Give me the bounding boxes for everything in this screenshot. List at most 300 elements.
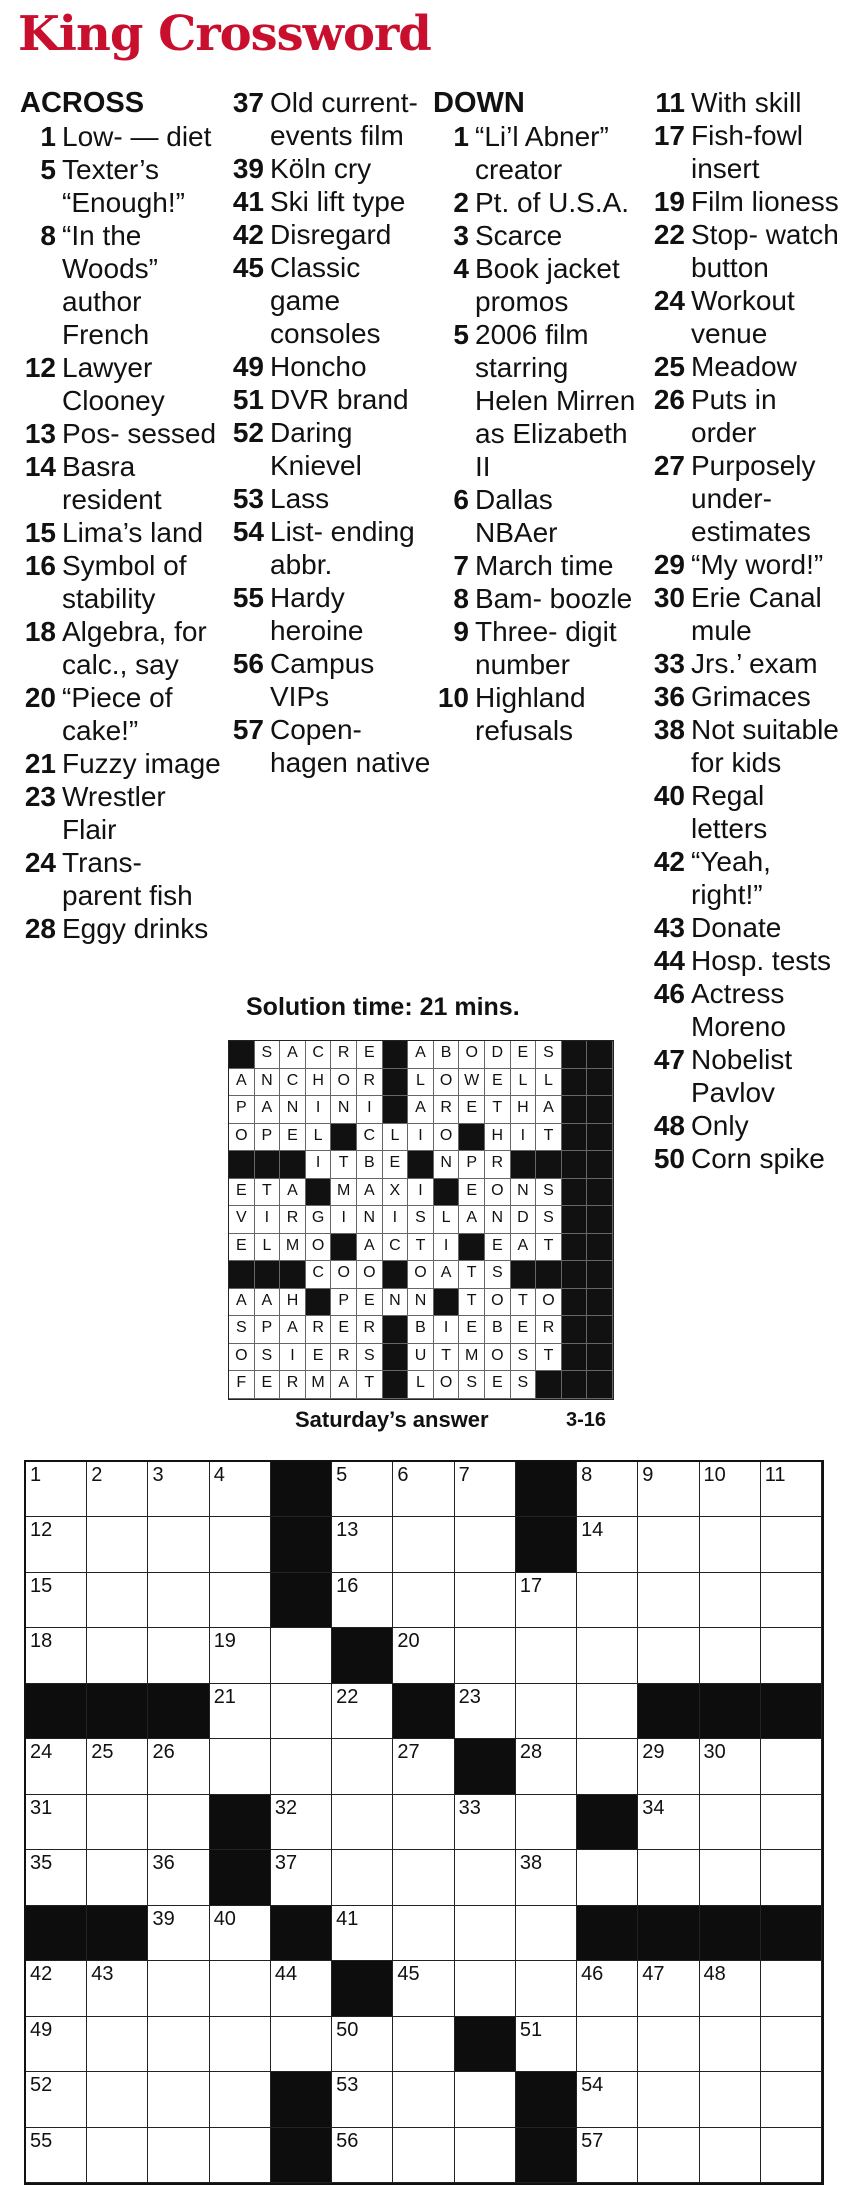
cell-number: 25 — [91, 1741, 114, 1764]
grid-cell[interactable] — [761, 1628, 822, 1683]
grid-cell[interactable] — [210, 1906, 271, 1961]
solution-cell: O — [306, 1234, 332, 1262]
solution-date: 3-16 — [566, 1409, 607, 1431]
grid-cell[interactable] — [87, 1795, 148, 1850]
black-square — [271, 1906, 332, 1961]
down-clue-11 — [641, 86, 846, 119]
grid-cell[interactable] — [638, 2072, 699, 2127]
clue-number: 26 — [653, 384, 685, 415]
grid-cell[interactable] — [148, 2128, 209, 2183]
clue-text: Ski lift type — [270, 186, 406, 217]
solution-cell: F — [229, 1371, 255, 1399]
clue-number: 53 — [232, 483, 264, 514]
solution-cell: E — [485, 1371, 511, 1399]
grid-cell[interactable] — [577, 2128, 638, 2183]
grid-cell[interactable] — [577, 1573, 638, 1628]
solution-cell: N — [434, 1151, 460, 1179]
grid-cell[interactable] — [332, 1850, 393, 1905]
cell-number: 31 — [30, 1796, 53, 1819]
grid-cell[interactable] — [210, 1739, 271, 1794]
grid-cell[interactable] — [700, 2017, 761, 2072]
grid-cell[interactable] — [761, 1850, 822, 1905]
down-clue-24 — [641, 284, 846, 350]
grid-cell[interactable] — [393, 1961, 454, 2016]
grid-cell[interactable] — [393, 1462, 454, 1517]
grid-cell[interactable] — [210, 1573, 271, 1628]
grid-cell[interactable] — [271, 1961, 332, 2016]
grid-cell[interactable] — [516, 2017, 577, 2072]
black-square — [516, 2072, 577, 2127]
grid-cell[interactable] — [26, 1739, 87, 1794]
black-square — [393, 1684, 454, 1739]
solution-cell: A — [255, 1096, 281, 1124]
grid-cell[interactable] — [148, 1961, 209, 2016]
grid-cell[interactable] — [638, 1628, 699, 1683]
solution-cell: S — [536, 1206, 562, 1234]
black-square — [516, 1462, 577, 1517]
solution-black-cell — [562, 1371, 588, 1399]
grid-cell[interactable] — [516, 1795, 577, 1850]
grid-cell[interactable] — [516, 1573, 577, 1628]
cell-number: 57 — [581, 2129, 604, 2152]
clue-number: 29 — [653, 549, 685, 580]
solution-cell: T — [536, 1344, 562, 1372]
clue-text: Lawyer Clooney — [62, 352, 165, 416]
grid-cell[interactable] — [271, 2017, 332, 2072]
solution-cell: P — [331, 1289, 357, 1317]
cell-number: 48 — [703, 1963, 726, 1986]
across-clue-52 — [228, 416, 433, 482]
grid-cell[interactable] — [87, 1462, 148, 1517]
black-square — [271, 2128, 332, 2183]
grid-cell[interactable] — [577, 2072, 638, 2127]
grid-cell[interactable] — [332, 1462, 393, 1517]
grid-cell[interactable] — [761, 2017, 822, 2072]
grid-cell[interactable] — [148, 1517, 209, 1572]
grid-cell[interactable] — [393, 1795, 454, 1850]
grid-cell[interactable] — [455, 1684, 516, 1739]
solution-cell: O — [229, 1124, 255, 1152]
clue-number: 42 — [653, 846, 685, 877]
grid-cell[interactable] — [87, 1628, 148, 1683]
grid-cell[interactable] — [577, 1462, 638, 1517]
clue-column-2 — [228, 86, 433, 779]
solution-cell: A — [511, 1234, 537, 1262]
grid-cell[interactable] — [516, 1850, 577, 1905]
grid-cell[interactable] — [271, 1795, 332, 1850]
grid-cell[interactable] — [87, 1517, 148, 1572]
grid-cell[interactable] — [87, 2017, 148, 2072]
grid-cell[interactable] — [393, 1850, 454, 1905]
grid-cell[interactable] — [148, 1850, 209, 1905]
grid-cell[interactable] — [393, 1628, 454, 1683]
down-clue-10 — [433, 681, 643, 747]
grid-cell[interactable] — [638, 1739, 699, 1794]
grid-cell[interactable] — [455, 1961, 516, 2016]
solution-black-cell — [587, 1344, 613, 1372]
solution-cell: U — [408, 1344, 434, 1372]
cell-number: 7 — [458, 1464, 470, 1486]
grid-cell[interactable] — [638, 1795, 699, 1850]
clue-text: Purposely under- estimates — [691, 450, 816, 547]
grid-cell[interactable] — [455, 1517, 516, 1572]
grid-cell[interactable] — [332, 1517, 393, 1572]
grid-cell[interactable] — [148, 1628, 209, 1683]
grid-cell[interactable] — [700, 2072, 761, 2127]
cell-number: 10 — [703, 1464, 726, 1486]
solution-black-cell — [562, 1151, 588, 1179]
solution-cell: N — [485, 1206, 511, 1234]
solution-cell: S — [536, 1179, 562, 1207]
solution-cell: T — [357, 1371, 383, 1399]
black-square — [761, 1906, 822, 1961]
cell-number: 23 — [458, 1685, 481, 1708]
solution-cell: S — [357, 1344, 383, 1372]
solution-cell: E — [485, 1234, 511, 1262]
grid-cell[interactable] — [87, 1573, 148, 1628]
clue-number: 18 — [24, 616, 56, 647]
solution-cell: S — [485, 1261, 511, 1289]
down-clue-7 — [433, 549, 643, 582]
solution-black-cell — [562, 1041, 588, 1069]
clue-number: 8 — [40, 220, 56, 251]
solution-cell: O — [485, 1179, 511, 1207]
grid-cell[interactable] — [516, 1684, 577, 1739]
grid-cell[interactable] — [455, 2128, 516, 2183]
grid-cell[interactable] — [26, 2017, 87, 2072]
grid-cell[interactable] — [332, 2072, 393, 2127]
solution-cell: M — [331, 1179, 357, 1207]
grid-cell[interactable] — [393, 2072, 454, 2127]
clue-text: Basra resident — [62, 451, 162, 515]
grid-cell[interactable] — [761, 1517, 822, 1572]
grid-cell[interactable] — [332, 1684, 393, 1739]
grid-cell[interactable] — [516, 1906, 577, 1961]
clue-number: 17 — [653, 120, 685, 151]
solution-cell: I — [357, 1096, 383, 1124]
grid-cell[interactable] — [210, 1961, 271, 2016]
cell-number: 12 — [30, 1519, 53, 1542]
solution-cell: O — [434, 1124, 460, 1152]
down-clue-50 — [641, 1142, 846, 1175]
grid-cell[interactable] — [638, 1462, 699, 1517]
grid-cell[interactable] — [577, 1517, 638, 1572]
grid-cell[interactable] — [26, 1795, 87, 1850]
clue-text: Dallas NBAer — [475, 484, 558, 548]
clue-text: Fish-fowl insert — [691, 120, 804, 184]
solution-black-cell — [562, 1316, 588, 1344]
solution-black-cell — [383, 1316, 409, 1344]
clue-text: Lass — [270, 483, 330, 514]
cell-number: 50 — [336, 2018, 359, 2041]
grid-cell[interactable] — [638, 2017, 699, 2072]
clue-text: “Yeah, right!” — [691, 846, 771, 910]
grid-cell[interactable] — [271, 1628, 332, 1683]
grid-cell[interactable] — [332, 2017, 393, 2072]
solution-cell: S — [408, 1206, 434, 1234]
grid-cell[interactable] — [210, 1462, 271, 1517]
grid-cell[interactable] — [577, 1739, 638, 1794]
clue-number: 4 — [453, 253, 469, 284]
clue-text: “Li’l Abner” creator — [475, 121, 609, 185]
grid-cell[interactable] — [761, 1462, 822, 1517]
black-square — [700, 1684, 761, 1739]
solution-cell: A — [280, 1179, 306, 1207]
cell-number: 11 — [764, 1464, 786, 1486]
solution-black-cell — [229, 1041, 255, 1069]
grid-cell[interactable] — [638, 2128, 699, 2183]
grid-cell[interactable] — [455, 1628, 516, 1683]
solution-cell: A — [280, 1316, 306, 1344]
black-square — [87, 1684, 148, 1739]
grid-cell[interactable] — [87, 1961, 148, 2016]
grid-cell[interactable] — [577, 1961, 638, 2016]
grid-cell[interactable] — [87, 2072, 148, 2127]
grid-cell[interactable] — [638, 1961, 699, 2016]
grid-cell[interactable] — [148, 2017, 209, 2072]
grid-cell[interactable] — [455, 1906, 516, 1961]
grid-cell[interactable] — [271, 1739, 332, 1794]
down-clue-46 — [641, 977, 846, 1043]
solution-cell: O — [229, 1344, 255, 1372]
grid-cell[interactable] — [148, 1739, 209, 1794]
grid-cell[interactable] — [700, 1517, 761, 1572]
grid-cell[interactable] — [638, 1573, 699, 1628]
clue-text: Hosp. tests — [691, 945, 832, 976]
crossword-grid — [24, 1460, 824, 2185]
solution-black-cell — [383, 1069, 409, 1097]
clue-number: 49 — [232, 351, 264, 382]
grid-cell[interactable] — [26, 1961, 87, 2016]
solution-cell: I — [383, 1206, 409, 1234]
solution-cell: L — [434, 1206, 460, 1234]
grid-cell[interactable] — [700, 2128, 761, 2183]
grid-cell[interactable] — [455, 2072, 516, 2127]
clue-number: 40 — [653, 780, 685, 811]
solution-cell: E — [511, 1316, 537, 1344]
clue-text: Meadow — [691, 351, 797, 382]
solution-cell: R — [485, 1151, 511, 1179]
solution-cell: T — [485, 1096, 511, 1124]
across-clue-42 — [228, 218, 433, 251]
clue-number: 1 — [40, 121, 56, 152]
cell-number: 30 — [703, 1741, 726, 1764]
grid-cell[interactable] — [393, 2128, 454, 2183]
clue-number: 20 — [24, 682, 56, 713]
grid-cell[interactable] — [210, 2072, 271, 2127]
grid-cell[interactable] — [455, 1795, 516, 1850]
clue-number: 46 — [653, 978, 685, 1009]
solution-time: Solution time: 21 mins. — [246, 993, 520, 1021]
across-clue-13 — [20, 417, 225, 450]
solution-cell: P — [255, 1124, 281, 1152]
clue-number: 28 — [24, 913, 56, 944]
across-clue-54 — [228, 515, 433, 581]
grid-cell[interactable] — [638, 1517, 699, 1572]
clue-text: Honcho — [270, 351, 367, 382]
solution-cell: G — [306, 1206, 332, 1234]
grid-cell[interactable] — [393, 2017, 454, 2072]
grid-cell[interactable] — [210, 1517, 271, 1572]
grid-cell[interactable] — [761, 2128, 822, 2183]
grid-cell[interactable] — [761, 2072, 822, 2127]
across-clue-20 — [20, 681, 225, 747]
clue-text: 2006 film starring Helen Mirren as Elizabeth II — [475, 319, 636, 482]
clue-text: Only — [691, 1110, 749, 1141]
clue-number: 50 — [653, 1143, 685, 1174]
grid-cell[interactable] — [700, 1573, 761, 1628]
black-square — [210, 1795, 271, 1850]
clue-text: Book jacket promos — [475, 253, 620, 317]
grid-cell[interactable] — [761, 1739, 822, 1794]
solution-cell: O — [408, 1261, 434, 1289]
grid-cell[interactable] — [700, 1961, 761, 2016]
grid-cell[interactable] — [87, 1850, 148, 1905]
grid-cell[interactable] — [87, 1739, 148, 1794]
clue-number: 48 — [653, 1110, 685, 1141]
grid-cell[interactable] — [148, 1795, 209, 1850]
clue-number: 30 — [653, 582, 685, 613]
clue-text: Pt. of U.S.A. — [475, 187, 630, 218]
grid-cell[interactable] — [26, 1573, 87, 1628]
grid-cell[interactable] — [577, 1850, 638, 1905]
solution-cell: A — [255, 1289, 281, 1317]
grid-cell[interactable] — [26, 1517, 87, 1572]
clue-text: Low- — diet — [62, 121, 212, 152]
grid-cell[interactable] — [455, 1573, 516, 1628]
grid-cell[interactable] — [393, 1573, 454, 1628]
grid-cell[interactable] — [26, 2128, 87, 2183]
cell-number: 33 — [458, 1796, 481, 1819]
solution-cell: E — [485, 1069, 511, 1097]
grid-cell[interactable] — [210, 2128, 271, 2183]
grid-cell[interactable] — [332, 1573, 393, 1628]
clue-text: March time — [475, 550, 614, 581]
clue-text: Actress Moreno — [691, 978, 786, 1042]
solution-cell: I — [408, 1124, 434, 1152]
grid-cell[interactable] — [761, 1961, 822, 2016]
grid-cell[interactable] — [516, 1961, 577, 2016]
grid-cell[interactable] — [210, 1684, 271, 1739]
grid-cell[interactable] — [455, 1462, 516, 1517]
solution-black-cell — [229, 1261, 255, 1289]
cell-number: 27 — [397, 1741, 420, 1764]
clue-number: 23 — [24, 781, 56, 812]
grid-cell[interactable] — [577, 1628, 638, 1683]
grid-cell[interactable] — [700, 1462, 761, 1517]
solution-cell: R — [357, 1316, 383, 1344]
clue-number: 2 — [453, 187, 469, 218]
clue-number: 24 — [24, 847, 56, 878]
solution-black-cell — [536, 1261, 562, 1289]
grid-cell[interactable] — [271, 1850, 332, 1905]
grid-cell[interactable] — [761, 1795, 822, 1850]
grid-cell[interactable] — [148, 1906, 209, 1961]
grid-cell[interactable] — [577, 1684, 638, 1739]
grid-cell[interactable] — [26, 1628, 87, 1683]
grid-cell[interactable] — [26, 1850, 87, 1905]
clue-text: Old current- events film — [270, 87, 418, 151]
grid-cell[interactable] — [516, 1739, 577, 1794]
grid-cell[interactable] — [393, 1739, 454, 1794]
down-clue-27 — [641, 449, 846, 548]
cell-number: 13 — [336, 1519, 359, 1542]
solution-cell: S — [511, 1344, 537, 1372]
clue-text: Film lioness — [691, 186, 839, 217]
down-clue-26 — [641, 383, 846, 449]
black-square — [761, 1684, 822, 1739]
down-clue-43 — [641, 911, 846, 944]
grid-cell[interactable] — [210, 2017, 271, 2072]
grid-cell[interactable] — [761, 1573, 822, 1628]
grid-cell[interactable] — [87, 2128, 148, 2183]
grid-cell[interactable] — [148, 2072, 209, 2127]
grid-cell[interactable] — [26, 1462, 87, 1517]
grid-cell[interactable] — [393, 1906, 454, 1961]
grid-cell[interactable] — [516, 1628, 577, 1683]
solution-cell: O — [357, 1261, 383, 1289]
grid-cell[interactable] — [577, 2017, 638, 2072]
grid-cell[interactable] — [332, 1906, 393, 1961]
solution-black-cell — [434, 1289, 460, 1317]
black-square — [271, 1462, 332, 1517]
grid-cell[interactable] — [393, 1517, 454, 1572]
solution-cell: A — [408, 1096, 434, 1124]
solution-cell: H — [485, 1124, 511, 1152]
clue-text: “My word!” — [691, 549, 824, 580]
grid-cell[interactable] — [332, 2128, 393, 2183]
solution-cell: O — [459, 1041, 485, 1069]
grid-cell[interactable] — [638, 1850, 699, 1905]
grid-cell[interactable] — [332, 1739, 393, 1794]
solution-black-cell — [587, 1069, 613, 1097]
grid-cell[interactable] — [700, 1850, 761, 1905]
solution-black-cell — [306, 1289, 332, 1317]
grid-cell[interactable] — [700, 1628, 761, 1683]
solution-cell: O — [485, 1344, 511, 1372]
solution-cell: C — [306, 1041, 332, 1069]
solution-cell: P — [255, 1316, 281, 1344]
clue-text: Fuzzy image — [62, 748, 221, 779]
black-square — [271, 1573, 332, 1628]
grid-cell[interactable] — [332, 1795, 393, 1850]
grid-cell[interactable] — [148, 1462, 209, 1517]
solution-cell: N — [511, 1179, 537, 1207]
clue-number: 24 — [653, 285, 685, 316]
clue-text: Algebra, for calc., say — [62, 616, 207, 680]
grid-cell[interactable] — [148, 1573, 209, 1628]
clue-number: 47 — [653, 1044, 685, 1075]
clue-number: 19 — [653, 186, 685, 217]
solution-cell: T — [511, 1289, 537, 1317]
solution-cell: T — [434, 1344, 460, 1372]
grid-cell[interactable] — [700, 1795, 761, 1850]
clue-number: 16 — [24, 550, 56, 581]
solution-black-cell — [587, 1124, 613, 1152]
down-clue-8 — [433, 582, 643, 615]
grid-cell[interactable] — [700, 1739, 761, 1794]
grid-cell[interactable] — [26, 2072, 87, 2127]
grid-cell[interactable] — [455, 1850, 516, 1905]
solution-cell: T — [255, 1179, 281, 1207]
solution-cell: R — [280, 1206, 306, 1234]
grid-cell[interactable] — [210, 1628, 271, 1683]
solution-black-cell — [536, 1151, 562, 1179]
grid-cell[interactable] — [271, 1684, 332, 1739]
cell-number: 5 — [336, 1464, 348, 1486]
cell-number: 41 — [336, 1907, 359, 1930]
clue-text: Donate — [691, 912, 782, 943]
